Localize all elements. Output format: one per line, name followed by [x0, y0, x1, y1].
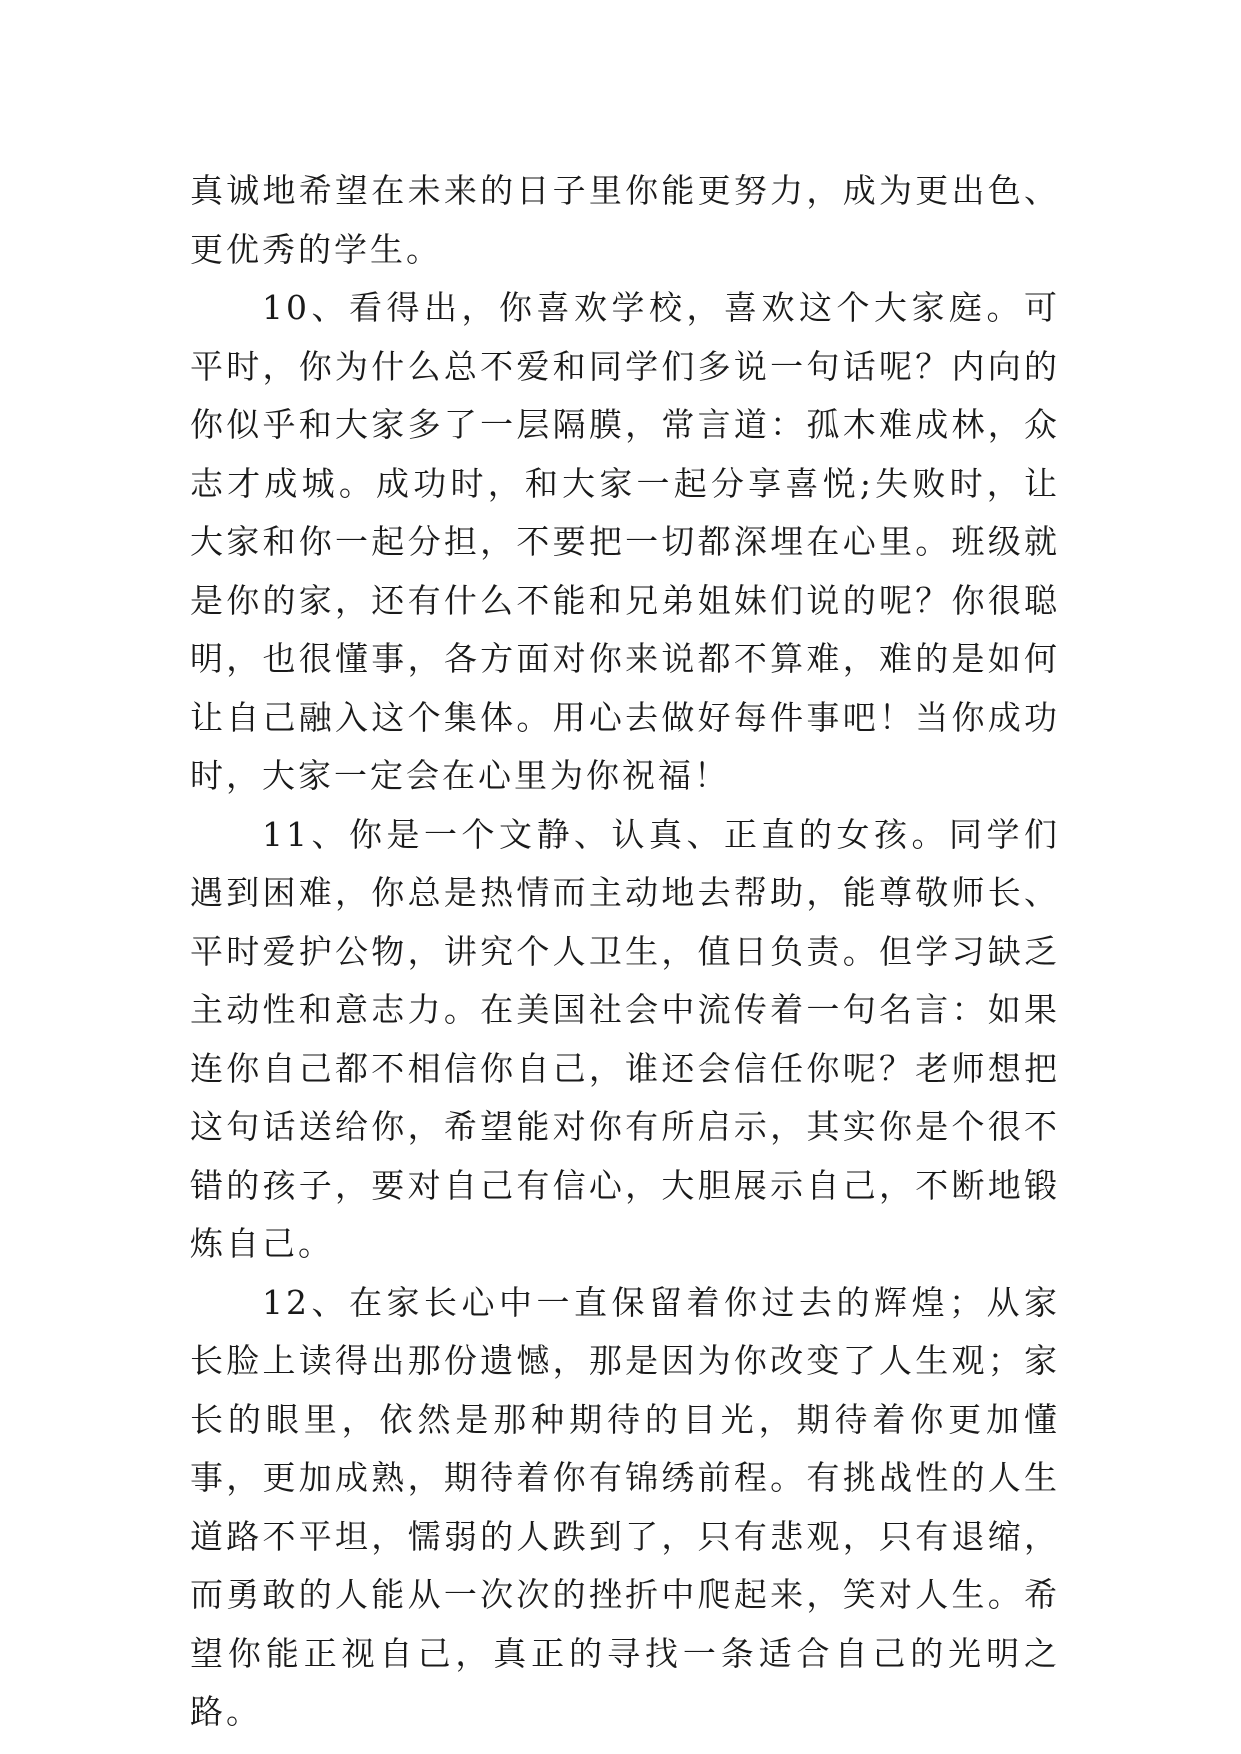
- paragraph-continuation: 真诚地希望在未来的日子里你能更努力，成为更出色、更优秀的学生。: [190, 171, 1060, 269]
- document-body: [190, 162, 1060, 1742]
- paragraph-item-10: 10、看得出，你喜欢学校，喜欢这个大家庭。可平时，你为什么总不爱和同学们多说一句话呢？内向的你似乎和大家多了一层隔膜，常言道：孤木难成林，众志才成城。成功时，和大家一起分享喜悦;失败时，让大家和你一起分担，不要把一切都深埋在心里。班级就是你的家，还有什么不能和兄弟姐妹们说的呢？你很聪明，也很懂事，各方面对你来说都不算难，难的是如何让自己融入这个集体。用心去做好每件事吧！当你成功时，大家一定会在心里为你祝福！: [190, 288, 1060, 795]
- paragraph-item-11: 11、你是一个文静、认真、正直的女孩。同学们遇到困难，你总是热情而主动地去帮助，能尊敬师长、平时爱护公物，讲究个人卫生，值日负责。但学习缺乏主动性和意志力。在美国社会中流传着一句名言：如果连你自己都不相信你自己，谁还会信任你呢？老师想把这句话送给你，希望能对你有所启示，其实你是个很不错的孩子，要对自己有信心，大胆展示自己，不断地锻炼自己。: [190, 814, 1060, 1263]
- paragraph-item-12: 12、在家长心中一直保留着你过去的辉煌；从家长脸上读得出那份遗憾，那是因为你改变了人生观；家长的眼里，依然是那种期待的目光，期待着你更加懂事，更加成熟，期待着你有锦绣前程。有挑战性的人生道路不平坦，懦弱的人跌到了，只有悲观，只有退缩，而勇敢的人能从一次次的挫折中爬起来，笑对人生。希望你能正视自己，真正的寻找一条适合自己的光明之路。: [190, 1282, 1060, 1731]
